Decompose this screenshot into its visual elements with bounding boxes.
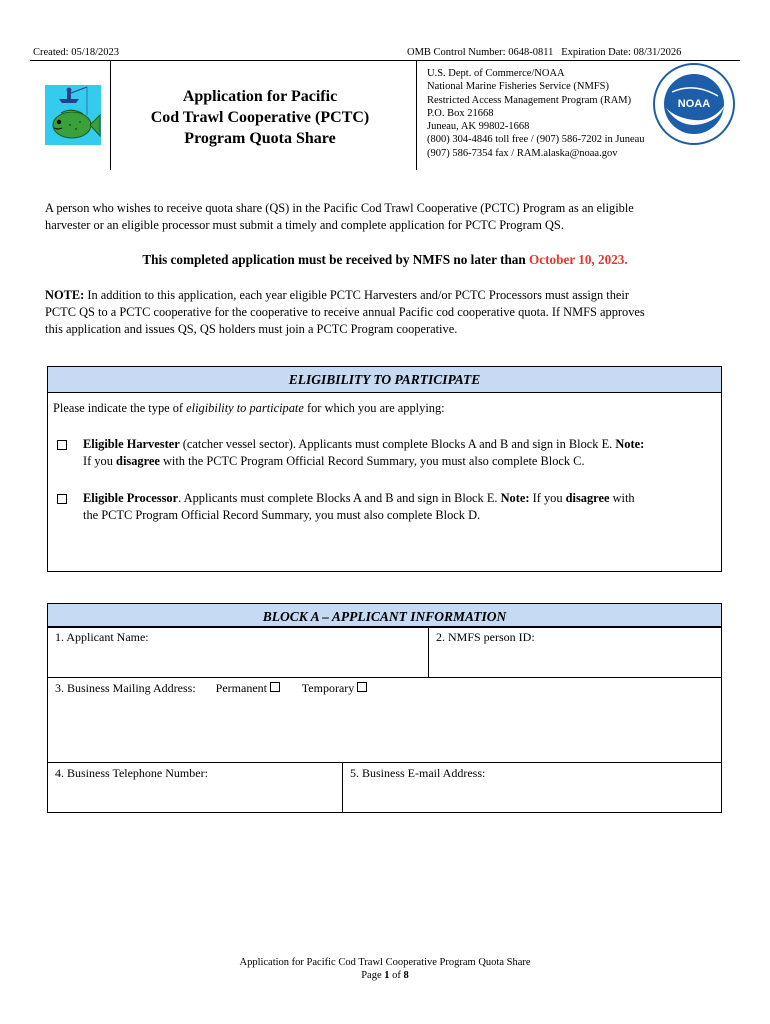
header-divider-right (416, 60, 417, 170)
processor-text: the PCTC Program Official Record Summary, you must also complete Block D. (83, 508, 481, 522)
permanent-label: Permanent (215, 681, 267, 695)
note-line: In addition to this application, each year eligible PCTC Harvesters and/or PCTC Processors must assign their (84, 288, 629, 302)
mailing-address-label: 3. Business Mailing Address: (55, 681, 196, 695)
harvester-label: Eligible Harvester (83, 437, 180, 451)
note-label: NOTE: (45, 288, 85, 302)
email-field[interactable] (342, 762, 722, 813)
deadline-statement (45, 252, 725, 268)
applicant-name-label: 1. Applicant Name: (55, 630, 149, 644)
fish-logo (45, 85, 101, 145)
deadline-date: October 10, 2023. (529, 252, 628, 267)
header-divider-left (110, 60, 111, 170)
applicant-name-field[interactable] (47, 626, 429, 678)
page-number (45, 969, 725, 982)
eligible-harvester-checkbox[interactable] (57, 440, 67, 450)
telephone-label: 4. Business Telephone Number: (55, 766, 208, 780)
processor-label: Eligible Processor (83, 491, 179, 505)
harvester-note: Note: (615, 437, 645, 451)
note-line: PCTC QS to a PCTC cooperative for the cooperative to receive annual Pacific cod cooperative quota. If NMFS approves (45, 305, 645, 319)
header-rule (30, 60, 740, 61)
omb-control-number: OMB Control Number: 0648-0811 Expiration Date: 08/31/2026 (407, 47, 682, 58)
eligible-harvester-option (83, 436, 718, 470)
temporary-checkbox[interactable] (357, 682, 367, 692)
eligibility-heading: ELIGIBILITY TO PARTICIPATE (48, 367, 721, 393)
agency-address (427, 67, 687, 160)
person-id-label: 2. NMFS person ID: (436, 630, 535, 644)
fish-icon (45, 85, 101, 145)
processor-note: Note: (500, 491, 530, 505)
intro-line: harvester or an eligible processor must submit a timely and complete application for PCTC Program QS. (45, 218, 564, 232)
block-a-heading: BLOCK A – APPLICANT INFORMATION (48, 604, 721, 628)
eligibility-prompt (53, 401, 445, 416)
agency-line: P.O. Box 21668 (427, 107, 494, 119)
noaa-seal-icon (652, 62, 736, 146)
processor-text: . Applicants must complete Blocks A and B and sign in Block E. (178, 491, 501, 505)
note-paragraph (45, 287, 725, 338)
processor-disagree: disagree (565, 491, 610, 505)
agency-line: Juneau, AK 99802-1668 (427, 121, 530, 133)
prompt-text: Please indicate the type of (53, 401, 187, 415)
page-prefix: Page (361, 970, 385, 981)
created-date: Created: 05/18/2023 (33, 47, 120, 58)
mailing-address-field[interactable] (47, 677, 722, 763)
title-line-2: Cod Trawl Cooperative (PCTC) (150, 109, 370, 126)
agency-email: (907) 586-7354 fax / RAM.alaska@noaa.gov (427, 147, 618, 159)
permanent-checkbox[interactable] (270, 682, 280, 692)
agency-line: U.S. Dept. of Commerce/NOAA (427, 68, 565, 79)
harvester-disagree: disagree (116, 454, 160, 468)
prompt-text: for which you are applying: (303, 401, 445, 415)
processor-text: with (609, 491, 635, 505)
agency-line: Restricted Access Management Program (RAM) (427, 94, 632, 106)
eligible-processor-option (83, 490, 718, 524)
title-line-1: Application for Pacific (182, 88, 338, 105)
noaa-logo-text: NOAA (677, 98, 711, 110)
intro-paragraph (45, 200, 725, 234)
form-title (112, 86, 408, 149)
telephone-field[interactable] (47, 762, 343, 813)
agency-line: National Marine Fisheries Service (NMFS) (427, 81, 609, 93)
harvester-text: (catcher vessel sector). Applicants must complete Blocks A and B and sign in Block E. (179, 437, 616, 451)
page-current: 1 (384, 970, 390, 981)
title-line-3: Program Quota Share (184, 130, 336, 147)
temporary-label: Temporary (301, 681, 355, 695)
page-of: of (389, 970, 404, 981)
note-line: this application and issues QS, QS holders must join a PCTC Program cooperative. (45, 322, 458, 336)
prompt-italic: eligibility to participate (186, 401, 304, 415)
footer-title: Application for Pacific Cod Trawl Cooperative Program Quota Share (239, 957, 531, 968)
deadline-prefix: This completed application must be received by NMFS no later than (142, 252, 530, 267)
page-footer (45, 956, 725, 982)
harvester-text: with the PCTC Program Official Record Summary, you must also complete Block C. (159, 454, 585, 468)
eligibility-section (47, 366, 722, 572)
processor-text: If you (529, 491, 566, 505)
harvester-text: If you (83, 454, 117, 468)
eligible-processor-checkbox[interactable] (57, 494, 67, 504)
email-label: 5. Business E-mail Address: (350, 766, 486, 780)
noaa-logo (652, 62, 736, 146)
intro-line: A person who wishes to receive quota share (QS) in the Pacific Cod Trawl Cooperative (PCTC) Program as an eligible (45, 201, 634, 215)
agency-phone: (800) 304-4846 toll free / (907) 586-7202 in Juneau (427, 134, 645, 146)
nmfs-person-id-field[interactable] (428, 626, 722, 678)
page-total: 8 (403, 970, 409, 981)
